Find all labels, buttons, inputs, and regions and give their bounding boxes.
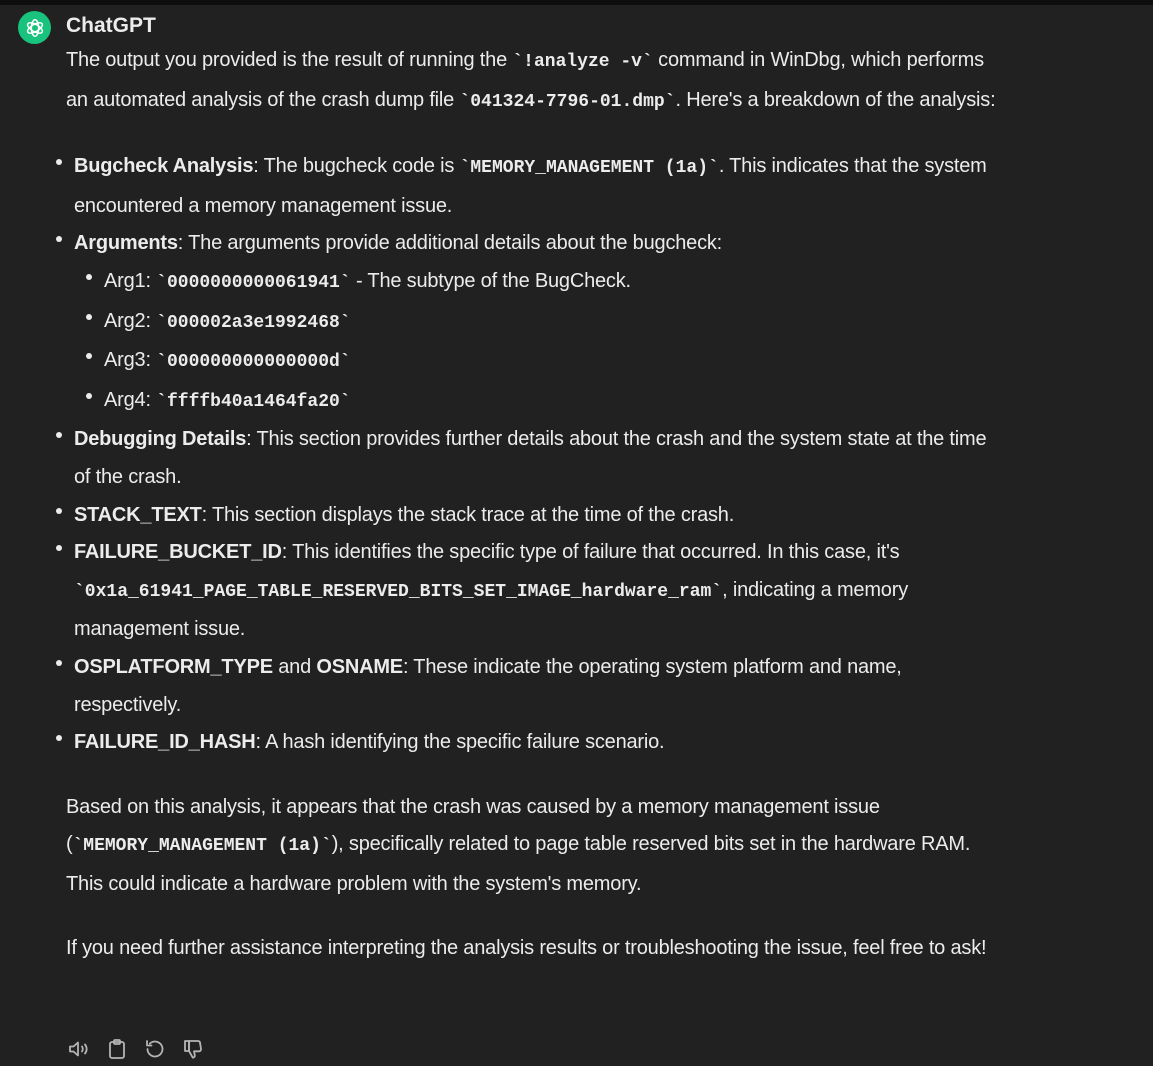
list-item-term: Arguments xyxy=(74,232,178,255)
thumbs-down-icon xyxy=(181,1037,205,1061)
list-item-term: FAILURE_ID_HASH xyxy=(74,731,256,754)
list-item-term: FAILURE_BUCKET_ID xyxy=(74,541,282,564)
argument-label: Arg3: xyxy=(104,349,157,372)
conclusion-text: Based on this analysis, it appears that the crash was caused by a memory management issue ( xyxy=(66,795,880,856)
read-aloud-button[interactable] xyxy=(66,1036,92,1062)
openai-logo-icon xyxy=(24,17,46,39)
thumbs-down-button[interactable] xyxy=(180,1036,206,1062)
list-item xyxy=(54,421,996,496)
chatgpt-avatar xyxy=(18,11,51,44)
argument-item xyxy=(84,382,996,422)
argument-label: Arg1: xyxy=(104,269,157,292)
clipboard-icon xyxy=(105,1037,129,1061)
inline-code: `MEMORY_MANAGEMENT (1a)` xyxy=(459,158,719,179)
argument-item xyxy=(84,263,996,303)
list-item-text: : The bugcheck code is xyxy=(253,155,460,178)
conclusion-text: ), specifically related to page table reserved bits set in the hardware RAM. This could indicate a hardware problem with the system's memory. xyxy=(66,833,971,895)
list-item-term: STACK_TEXT xyxy=(74,503,202,526)
speaker-icon xyxy=(67,1037,91,1061)
regenerate-button[interactable] xyxy=(142,1036,168,1062)
inline-code: `ffffb40a1464fa20` xyxy=(156,391,351,412)
list-item-text: : A hash identifying the specific failure scenario. xyxy=(255,731,665,754)
list-item xyxy=(54,225,996,421)
argument-item xyxy=(84,303,996,343)
inline-code: `!analyze -v` xyxy=(512,52,653,72)
list-item xyxy=(54,497,996,535)
copy-button[interactable] xyxy=(104,1036,130,1062)
intro-text: . Here's a breakdown of the analysis: xyxy=(675,88,996,111)
regenerate-icon xyxy=(143,1037,167,1061)
argument-item xyxy=(84,342,996,382)
argument-label: Arg4: xyxy=(104,388,157,411)
assistant-message xyxy=(66,42,996,968)
list-item xyxy=(54,534,996,649)
list-item-text: . This indicates that the system encountered a memory management issue. xyxy=(74,155,987,217)
list-item-text: : This identifies the specific type of failure that occurred. In this case, it's xyxy=(281,541,900,564)
closing-paragraph: If you need further assistance interpreting the analysis results or troubleshooting the issue, feel free to ask! xyxy=(66,937,987,960)
analysis-list xyxy=(54,148,996,762)
list-item-term: OSNAME xyxy=(316,655,403,678)
inline-code: `0000000000061941` xyxy=(156,272,351,293)
list-item-text: : The arguments provide additional details about the bugcheck: xyxy=(177,232,723,255)
intro-text: command in WinDbg, which performs an automated analysis of the crash dump file xyxy=(66,49,984,111)
message-actions xyxy=(66,1036,206,1062)
list-item-term: Bugcheck Analysis xyxy=(74,155,254,178)
list-item-term: Debugging Details xyxy=(74,428,247,451)
list-item xyxy=(54,649,996,724)
list-item-text: : These indicate the operating system platform and name, respectively. xyxy=(74,655,902,716)
list-item-text: and xyxy=(272,655,317,678)
list-item xyxy=(54,148,996,225)
inline-code: `000002a3e1992468` xyxy=(156,312,351,333)
inline-code: `MEMORY_MANAGEMENT (1a)` xyxy=(72,836,332,857)
list-item-text: : This section provides further details about the crash and the system state at the time of the crash. xyxy=(74,428,987,488)
list-item-text: , indicating a memory management issue. xyxy=(74,578,908,641)
conclusion-paragraph xyxy=(66,789,996,904)
list-item-text: : This section displays the stack trace at the time of the crash. xyxy=(201,503,735,526)
window-top-edge xyxy=(0,0,1153,5)
inline-code: `041324-7796-01.dmp` xyxy=(459,91,676,112)
list-item xyxy=(54,724,996,762)
inline-code: `0x1a_61941_PAGE_TABLE_RESERVED_BITS_SET_IMAGE_hardware_ram` xyxy=(74,581,723,602)
arguments-sublist xyxy=(74,263,996,421)
intro-text: The output you provided is the result of running the xyxy=(66,49,513,71)
argument-label: Arg2: xyxy=(104,309,157,332)
argument-desc: - The subtype of the BugCheck. xyxy=(350,269,631,292)
list-item-term: OSPLATFORM_TYPE xyxy=(74,655,273,678)
author-name: ChatGPT xyxy=(66,14,156,37)
intro-paragraph xyxy=(66,42,996,121)
inline-code: `000000000000000d` xyxy=(156,352,351,373)
